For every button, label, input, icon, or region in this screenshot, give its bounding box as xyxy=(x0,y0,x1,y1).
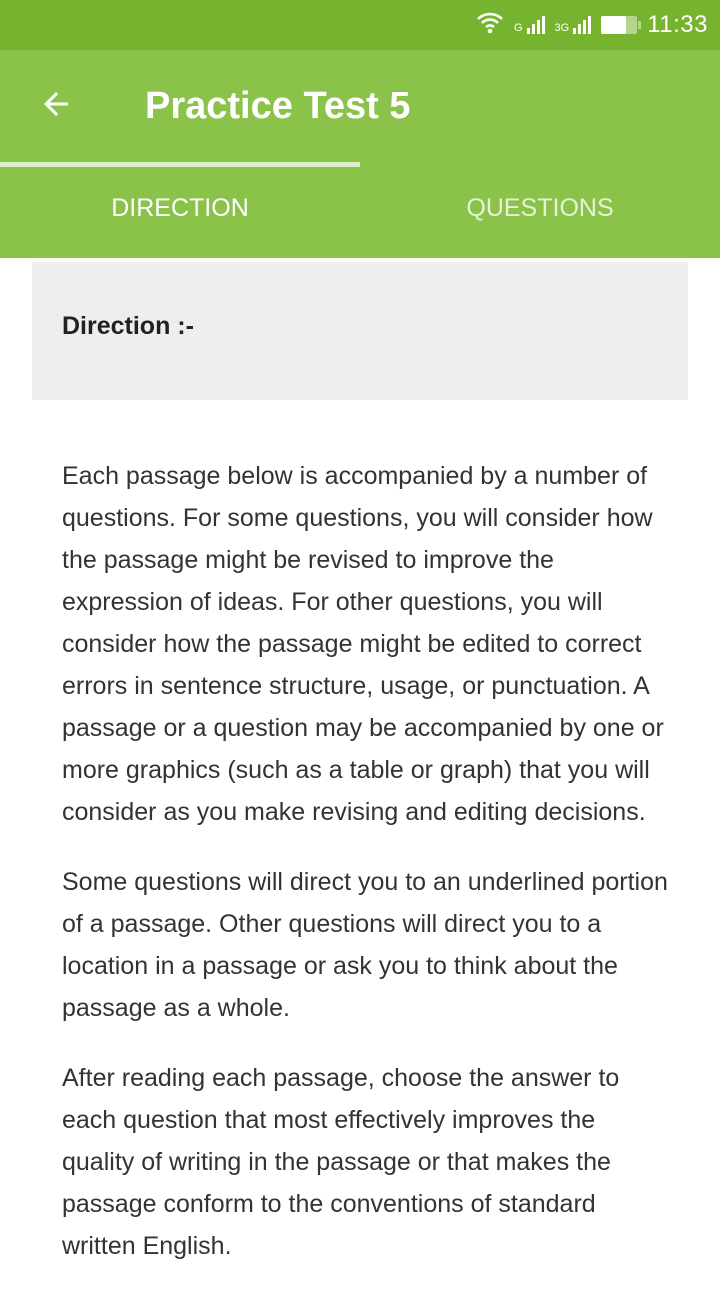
direction-card xyxy=(32,262,688,400)
arrow-left-icon xyxy=(38,86,74,127)
direction-content xyxy=(62,455,672,1295)
cellular-signal-icon-1 xyxy=(514,16,545,34)
direction-heading: Direction :- xyxy=(62,312,194,340)
cellular-signal-icon-2 xyxy=(555,16,592,34)
battery-icon xyxy=(601,16,637,34)
back-button[interactable] xyxy=(30,80,82,132)
status-bar xyxy=(0,0,720,50)
battery-level xyxy=(601,16,626,34)
network-type-1: G xyxy=(513,22,523,34)
direction-paragraph-3: After reading each passage, choose the answer to each question that most effectively improves the quality of writing in the passage or that makes the passage conform to the conventions of standard written English. xyxy=(62,1064,620,1260)
status-icons xyxy=(476,0,708,50)
direction-paragraph-2: Some questions will direct you to an underlined portion of a passage. Other questions will direct you to a location in a passage or ask you to think about the passage as a whole. xyxy=(62,868,668,1022)
page-title: Practice Test 5 xyxy=(145,85,411,127)
direction-paragraph-1: Each passage below is accompanied by a number of questions. For some questions, you will consider how the passage might be revised to improve the expression of ideas. For other questions, you will consider how the passage might be edited to correct errors in sentence structure, usage, or punctuation. A passage or a question may be accompanied by one or more graphics (such as a table or graph) that you will consider as you make revising and editing decisions. xyxy=(62,462,664,826)
app-bar xyxy=(0,50,720,258)
tab-indicator xyxy=(0,162,360,167)
network-type-2: 3G xyxy=(554,22,570,34)
status-time: 11:33 xyxy=(647,11,708,38)
tab-questions[interactable]: QUESTIONS xyxy=(466,194,614,222)
tab-direction[interactable]: DIRECTION xyxy=(111,194,249,222)
wifi-icon xyxy=(476,11,504,40)
